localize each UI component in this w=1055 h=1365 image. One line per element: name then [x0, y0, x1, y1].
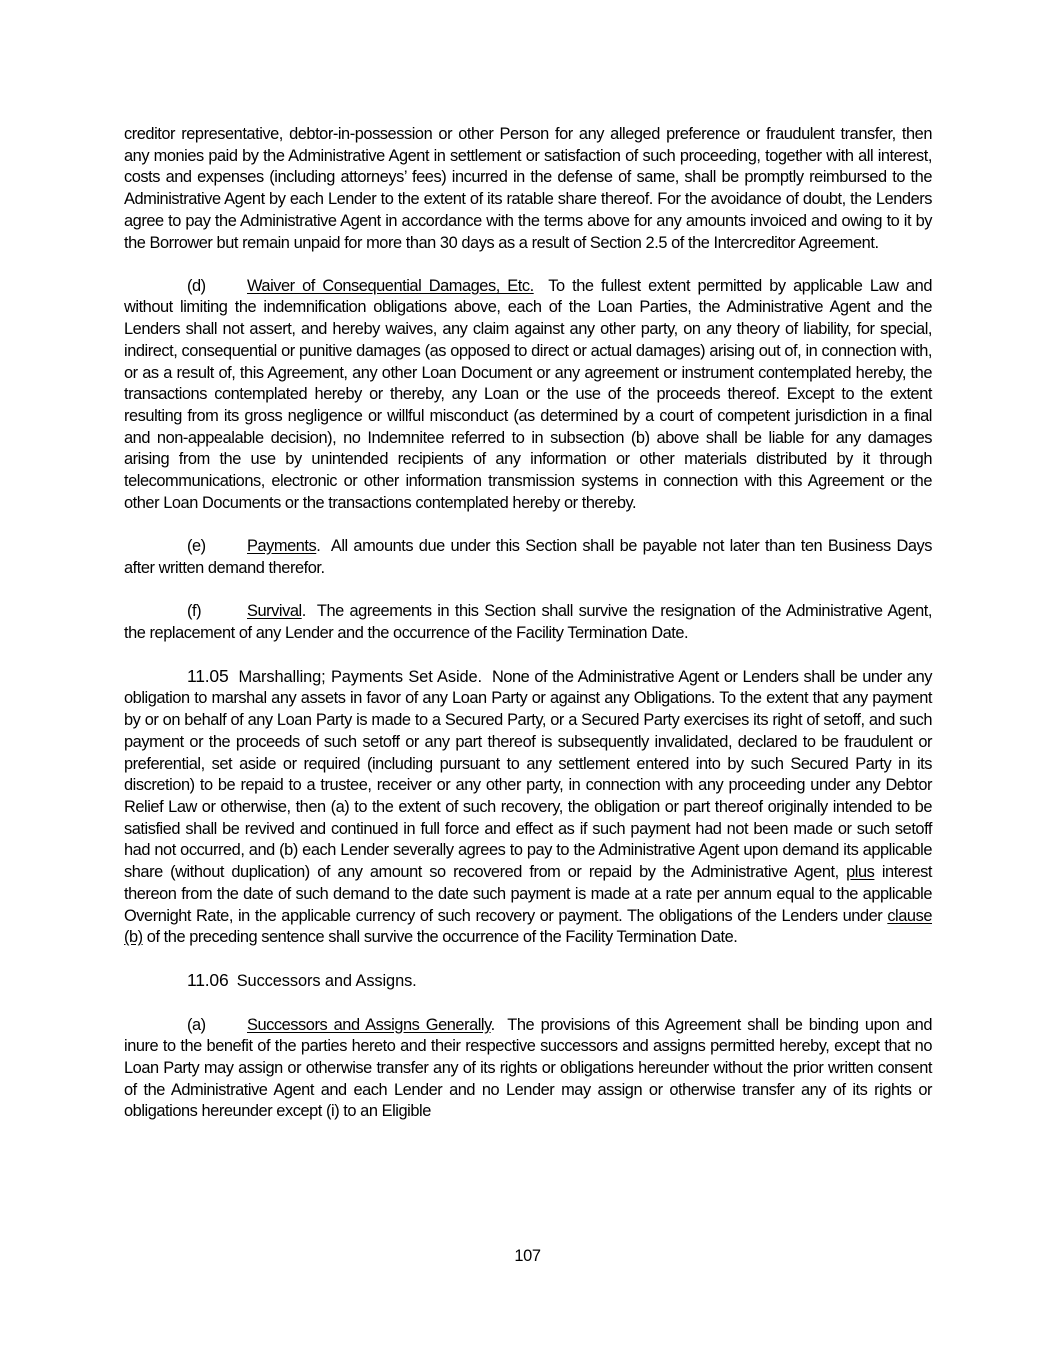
- section-11-05: [124, 666, 932, 949]
- page-body: [124, 124, 932, 1145]
- paragraph-f-heading: Survival: [247, 601, 302, 620]
- paragraph-e-label: (e): [187, 536, 206, 555]
- paragraph-d-text: To the fullest extent permitted by applicable Law and without limiting the indemnification obligations above, each of the Loan Parties, the Administrative Agent and the Lenders shall not assert, and hereby waives, any claim against any other party, on any theory of liability, for special, indirect, consequential or punitive damages (as opposed to direct or actual damages) arising out of, in connection with, or as a result of, this Agreement, any other Loan Document or any agreement or instrument contemplated hereby, the transactions contemplated hereby or thereby, any Loan or the use of the proceeds thereof. Except to the extent resulting from its gross negligence or willful misconduct (as determined by a court of competent jurisdiction in a final and non-appealable decision), no Indemnitee referred to in subsection (b) above shall be liable for any damages arising from the use by unintended recipients of any information or other materials distributed by it through telecommunications, electronic or other information transmission systems in connection with this Agreement or the other Loan Documents or the transactions contemplated hereby or thereby.: [124, 276, 932, 512]
- section-11-05-text-1: None of the Administrative Agent or Lenders shall be under any obligation to marshal any assets in favor of any Loan Party or against any Obligations. To the extent that any payment by or on behalf of any Loan Party is made to a Secured Party, or a Secured Party exercises its right of setoff, and such payment or the proceeds of such setoff or any part thereof is subsequently invalidated, declared to be fraudulent or preferential, set aside or required (including pursuant to any settlement entered into by such Secured Party in its discretion) to be repaid to a trustee, receiver or any other party, in connection with any proceeding under any Debtor Relief Law or otherwise, then (a) to the extent of such recovery, the obligation or part thereof originally intended to be satisfied shall be revived and continued in full force and effect as if such payment had not been made or such setoff had not occurred, and (b) each Lender severally agrees to pay to the Administrative Agent upon demand its applicable share (without duplication) of any amount so recovered from or repaid by the Administrative Agent,: [124, 667, 932, 882]
- page-number: 107: [514, 1247, 541, 1265]
- section-11-06-title: Successors and Assigns.: [236, 972, 417, 991]
- section-11-05-text-3: of the preceding sentence shall survive the occurrence of the Facility Termination Date.: [146, 928, 738, 947]
- paragraph-d-label: (d): [187, 276, 206, 295]
- section-11-05-text-2: interest thereon from the date of such demand to the date such payment is made at a rate per annum equal to the applicable Overnight Rate, in the applicable currency of such recovery or payment. The obligations of the Lenders under: [124, 863, 932, 925]
- paragraph-e-heading: Payments: [247, 536, 317, 555]
- paragraph-a: (a) Successors and Assigns Generally. The provisions of this Agreement shall be binding upon and inure to the benefit of the parties hereto and their respective successors and assigns permitted hereby, except that no Loan Party may assign or otherwise transfer any of its rights or obligations hereunder without the prior written consent of the Administrative Agent and each Lender and no Lender may assign or otherwise transfer any of its rights or obligations hereunder except (i) to an Eligible: [124, 1015, 932, 1121]
- paragraph-d: [124, 276, 932, 515]
- paragraph-a-label: (a): [187, 1015, 206, 1034]
- section-11-06-heading: [124, 970, 932, 993]
- plus-term: plus: [846, 863, 875, 882]
- section-11-05-number: 11.05: [187, 665, 229, 686]
- paragraph-e: (e) Payments. All amounts due under this Section shall be payable not later than ten Business Days after written demand therefor.: [124, 536, 932, 577]
- continuation-paragraph: creditor representative, debtor-in-possession or other Person for any alleged preference or fraudulent transfer, then any monies paid by the Administrative Agent in settlement or satisfaction of such proceeding, together with all interest, costs and expenses (including attorneys’ fees) incurred in the defense of same, shall be promptly reimbursed to the Administrative Agent by each Lender to the extent of its ratable share thereof. For the avoidance of doubt, the Lenders agree to pay the Administrative Agent in accordance with the terms above for any amounts invoiced and owing to it by the Borrower but remain unpaid for more than 30 days as a result of Section 2.5 of the Intercreditor Agreement.: [124, 125, 932, 252]
- paragraph-e-text: All amounts due under this Section shall be payable not later than ten Business Days after written demand therefor.: [124, 536, 932, 577]
- section-11-05-title: Marshalling; Payments Set Aside.: [238, 667, 483, 686]
- clause-b-reference: clause (b): [124, 906, 932, 947]
- section-11-06-number: 11.06: [187, 970, 229, 991]
- paragraph-f-text: The agreements in this Section shall survive the resignation of the Administrative Agent, the replacement of any Lender and the occurrence of the Facility Termination Date.: [124, 601, 933, 642]
- paragraph-d-heading: Waiver of Consequential Damages, Etc.: [247, 276, 534, 295]
- paragraph-f-label: (f): [187, 601, 202, 620]
- paragraph-a-text: The provisions of this Agreement shall be binding upon and inure to the benefit of the parties hereto and their respective successors and assigns permitted hereby, except that no Loan Party may assign or otherwise transfer any of its rights or obligations hereunder without the prior written consent of the Administrative Agent and each Lender and no Lender may assign or otherwise transfer any of its rights or obligations hereunder except (i) to an Eligible: [124, 1015, 932, 1121]
- paragraph-a-heading: Successors and Assigns Generally: [247, 1015, 491, 1034]
- paragraph-f: (f) Survival. The agreements in this Section shall survive the resignation of the Administrative Agent, the replacement of any Lender and the occurrence of the Facility Termination Date.: [124, 601, 933, 642]
